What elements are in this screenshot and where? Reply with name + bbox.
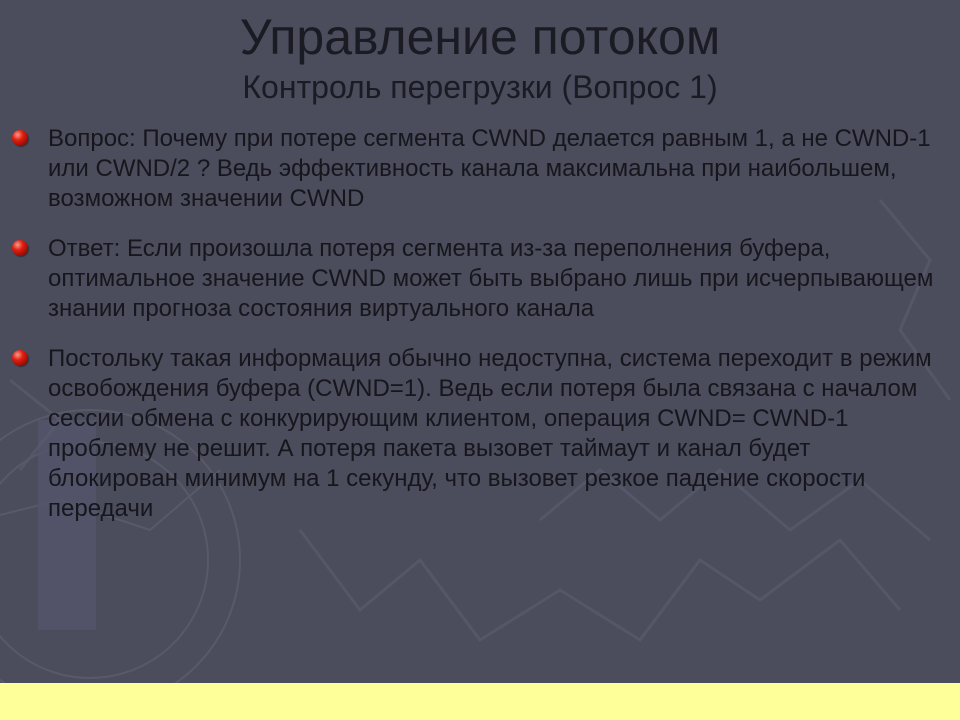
red-sphere-bullet-icon: [12, 350, 28, 366]
bullet-item: [10, 234, 945, 324]
red-sphere-bullet-icon: [12, 130, 28, 146]
bullet-item: [10, 344, 945, 524]
slide-subtitle: Контроль перегрузки (Вопрос 1): [242, 69, 718, 105]
slide-title: Управление потоком: [239, 9, 721, 65]
bullet-text: Вопрос: Почему при потере сегмента CWND делается равным 1, а не CWND-1 или CWND/2 ? Ведь эффективность канала максимальна при наибольшем, возможном значении CWND: [48, 125, 931, 212]
bullet-text: Ответ: Если произошла потеря сегмента из-за переполнения буфера, оптимальное значение CWND может быть выбрано лишь при исчерпывающем знании прогноза состояния виртуального канала: [48, 235, 934, 322]
bullet-text: Постольку такая информация обычно недоступна, система переходит в режим освобождения буфера (CWND=1). Ведь если потеря была связана с началом сессии обмена с конкурирующим клиентом, операция CWND= CWND-1 проблему не решит. А потеря пакета вызовет таймаут и канал будет блокирован минимум на 1 секунду, что вызовет резкое падение скорости передачи: [48, 345, 932, 522]
red-sphere-bullet-icon: [12, 240, 28, 256]
footer-strip: [0, 683, 960, 720]
bullet-item: [10, 124, 945, 214]
bullet-list: [10, 124, 945, 544]
